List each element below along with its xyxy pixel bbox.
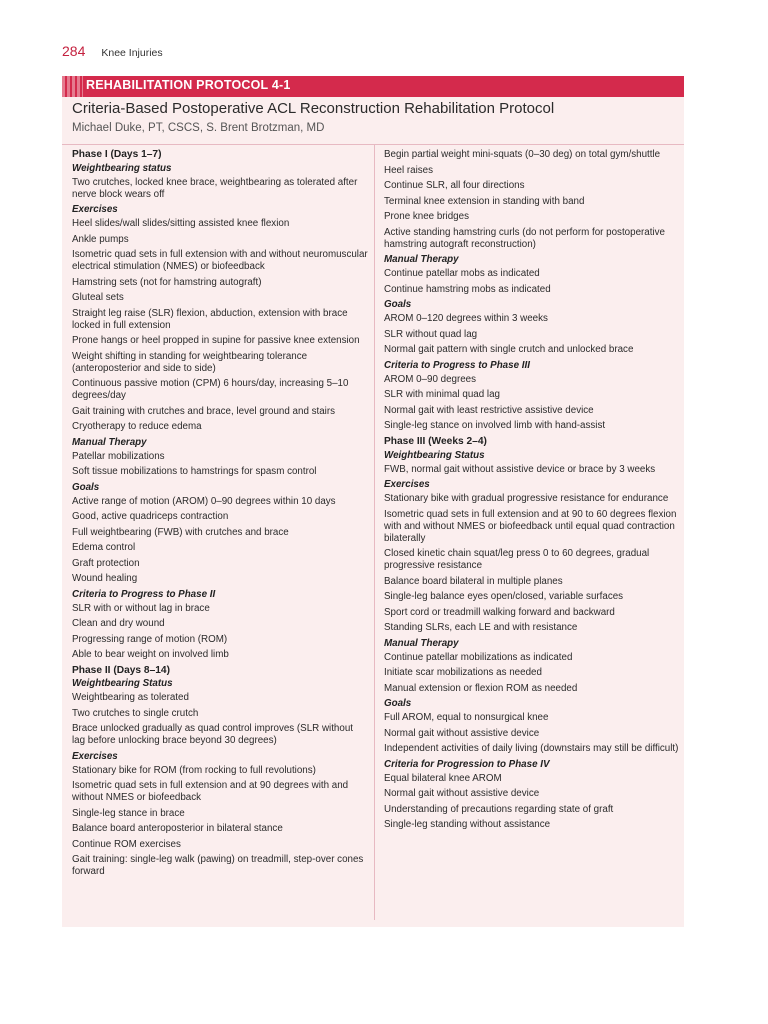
list-item: Continuous passive motion (CPM) 6 hours/day, increasing 5–10 degrees/day bbox=[72, 378, 349, 401]
section-heading: Criteria for Progression to Phase IV bbox=[384, 758, 550, 770]
list-item: Continue ROM exercises bbox=[72, 838, 181, 850]
item-list bbox=[72, 603, 368, 662]
list-item: Terminal knee extension in standing with band bbox=[384, 195, 585, 207]
list-item: Single-leg stance on involved limb with hand-assist bbox=[384, 420, 606, 431]
list-item: Able to bear weight on involved limb bbox=[72, 649, 229, 660]
item-list bbox=[384, 313, 680, 356]
column-divider bbox=[374, 144, 375, 920]
item-list bbox=[384, 374, 680, 433]
section-heading: Manual Therapy bbox=[384, 254, 459, 265]
section-heading: Exercises bbox=[72, 204, 118, 215]
section-heading: Exercises bbox=[72, 750, 118, 762]
list-item: Balance board anteroposterior in bilateral stance bbox=[72, 823, 283, 834]
list-item: Standing SLRs, each LE and with resistance bbox=[384, 622, 578, 633]
list-item: Straight leg raise (SLR) flexion, abduction, extension with brace locked in full extension bbox=[72, 307, 348, 331]
list-item: Graft protection bbox=[72, 557, 140, 569]
list-item: Soft tissue mobilizations to hamstrings for spasm control bbox=[72, 466, 317, 477]
list-item: Continue patellar mobilizations as indicated bbox=[384, 651, 573, 663]
protocol-authors: Michael Duke, PT, CSCS, S. Brent Brotzman, MD bbox=[72, 122, 325, 134]
list-item: Isometric quad sets in full extension with and without neuromuscular electrical stimulation (NMES) or biofeedback bbox=[72, 249, 368, 272]
list-item: Closed kinetic chain squat/leg press 0 to 60 degrees, gradual progressive resistance bbox=[384, 548, 650, 571]
list-item: Sport cord or treadmill walking forward and backward bbox=[384, 606, 615, 618]
list-item: Brace unlocked gradually as quad control improves (SLR without lag before unlocking brace beyond 30 degrees) bbox=[72, 723, 353, 746]
list-item: Isometric quad sets in full extension and at 90 degrees with and without NMES or biofeedback bbox=[72, 780, 349, 803]
list-item: Understanding of precautions regarding state of graft bbox=[384, 803, 614, 815]
list-item: Weightbearing as tolerated bbox=[72, 692, 189, 703]
list-item: Begin partial weight mini-squats (0–30 deg) on total gym/shuttle bbox=[384, 149, 661, 160]
list-item: Single-leg balance eyes open/closed, variable surfaces bbox=[384, 591, 624, 602]
list-item: FWB, normal gait without assistive device or brace by 3 weeks bbox=[384, 463, 656, 475]
list-item: SLR with minimal quad lag bbox=[384, 389, 500, 400]
list-item: Single-leg standing without assistance bbox=[384, 819, 551, 830]
phase-heading: Phase II (Days 8–14) bbox=[72, 664, 170, 676]
list-item: Continue hamstring mobs as indicated bbox=[384, 283, 551, 295]
left-column bbox=[72, 149, 368, 882]
section-heading: Goals bbox=[384, 299, 412, 310]
section-heading: Criteria to Progress to Phase III bbox=[384, 359, 530, 371]
list-item: Good, active quadriceps contraction bbox=[72, 511, 229, 522]
list-item: Balance board bilateral in multiple planes bbox=[384, 575, 563, 587]
item-list bbox=[384, 268, 680, 296]
page-number: 284 bbox=[62, 43, 86, 59]
list-item: Initiate scar mobilizations as needed bbox=[384, 667, 542, 678]
list-item: Equal bilateral knee AROM bbox=[384, 772, 502, 784]
list-item: SLR without quad lag bbox=[384, 328, 478, 340]
item-list bbox=[384, 464, 680, 476]
list-item: Cryotherapy to reduce edema bbox=[72, 421, 202, 432]
section-heading: Manual Therapy bbox=[384, 637, 459, 649]
list-item: Two crutches to single crutch bbox=[72, 707, 199, 719]
list-item: Gluteal sets bbox=[72, 292, 124, 303]
item-list bbox=[384, 493, 680, 634]
list-item: Hamstring sets (not for hamstring autograft) bbox=[72, 276, 262, 288]
list-item: Prone hangs or heel propped in supine for passive knee extension bbox=[72, 335, 360, 346]
section-heading: Goals bbox=[72, 481, 100, 493]
section-heading: Weightbearing Status bbox=[72, 678, 173, 689]
item-list bbox=[384, 773, 680, 832]
list-item: Active range of motion (AROM) 0–90 degrees within 10 days bbox=[72, 495, 336, 507]
item-list bbox=[384, 652, 680, 695]
list-item: Gait training with crutches and brace, level ground and stairs bbox=[72, 405, 336, 417]
protocol-banner bbox=[62, 76, 684, 97]
running-head bbox=[62, 43, 163, 61]
protocol-box bbox=[62, 76, 684, 927]
protocol-banner-label: REHABILITATION PROTOCOL 4-1 bbox=[86, 78, 291, 92]
list-item: Active standing hamstring curls (do not perform for postoperative hamstring autograft reconstruction) bbox=[384, 226, 665, 250]
list-item: Full AROM, equal to nonsurgical knee bbox=[384, 712, 549, 723]
section-heading: Weightbearing Status bbox=[384, 449, 485, 461]
section-heading: Exercises bbox=[384, 479, 430, 490]
item-list bbox=[384, 149, 680, 251]
list-item: Ankle pumps bbox=[72, 233, 129, 245]
item-list bbox=[72, 218, 368, 433]
list-item: Full weightbearing (FWB) with crutches and brace bbox=[72, 526, 289, 538]
right-column bbox=[384, 149, 680, 835]
section-heading: Criteria to Progress to Phase II bbox=[72, 588, 216, 600]
item-list bbox=[72, 692, 368, 747]
list-item: Clean and dry wound bbox=[72, 618, 165, 629]
list-item: Wound healing bbox=[72, 573, 138, 584]
item-list bbox=[72, 451, 368, 479]
list-item: Single-leg stance in brace bbox=[72, 807, 185, 819]
protocol-title: Criteria-Based Postoperative ACL Reconstruction Rehabilitation Protocol bbox=[72, 100, 555, 117]
phase-heading: Phase III (Weeks 2–4) bbox=[384, 436, 487, 447]
list-item: SLR with or without lag in brace bbox=[72, 602, 210, 614]
phase-heading: Phase I (Days 1–7) bbox=[72, 149, 162, 160]
section-heading: Weightbearing status bbox=[72, 162, 172, 174]
list-item: Continue SLR, all four directions bbox=[384, 180, 525, 191]
list-item: Heel slides/wall slides/sitting assisted knee flexion bbox=[72, 218, 290, 229]
banner-stripes-icon bbox=[62, 76, 83, 97]
list-item: AROM 0–120 degrees within 3 weeks bbox=[384, 313, 548, 324]
list-item: Weight shifting in standing for weightbearing tolerance (anteroposterior and side to side) bbox=[72, 350, 308, 374]
list-item: Independent activities of daily living (downstairs may still be difficult) bbox=[384, 743, 679, 754]
list-item: Stationary bike for ROM (from rocking to full revolutions) bbox=[72, 764, 316, 776]
item-list bbox=[72, 496, 368, 586]
list-item: Normal gait pattern with single crutch and unlocked brace bbox=[384, 344, 634, 355]
list-item: Heel raises bbox=[384, 164, 434, 176]
item-list bbox=[384, 712, 680, 755]
running-title: Knee Injuries bbox=[101, 47, 163, 59]
list-item: Isometric quad sets in full extension and at 90 to 60 degrees flexion with and without NMES or biofeedback until equal quad contraction bilaterally bbox=[384, 508, 677, 544]
list-item: Manual extension or flexion ROM as needed bbox=[384, 682, 578, 694]
header-divider bbox=[62, 144, 684, 145]
section-heading: Manual Therapy bbox=[72, 436, 147, 448]
list-item: Normal gait without assistive device bbox=[384, 788, 540, 799]
list-item: Continue patellar mobs as indicated bbox=[384, 268, 540, 279]
list-item: Normal gait without assistive device bbox=[384, 727, 540, 739]
list-item: Edema control bbox=[72, 542, 136, 553]
list-item: Gait training: single-leg walk (pawing) on treadmill, step-over cones forward bbox=[72, 854, 364, 877]
list-item: Prone knee bridges bbox=[384, 211, 469, 222]
section-heading: Goals bbox=[384, 698, 412, 709]
list-item: Two crutches, locked knee brace, weightbearing as tolerated after nerve block wears off bbox=[72, 176, 358, 200]
list-item: Normal gait with least restrictive assistive device bbox=[384, 404, 594, 416]
list-item: Patellar mobilizations bbox=[72, 450, 165, 462]
item-list bbox=[72, 177, 368, 201]
list-item: AROM 0–90 degrees bbox=[384, 373, 477, 385]
item-list bbox=[72, 765, 368, 879]
list-item: Stationary bike with gradual progressive resistance for endurance bbox=[384, 493, 669, 504]
list-item: Progressing range of motion (ROM) bbox=[72, 633, 228, 645]
